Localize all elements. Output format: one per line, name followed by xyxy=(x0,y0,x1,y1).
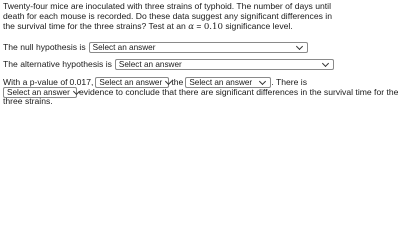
evidence-select-value: Select an answer xyxy=(7,88,70,97)
null-hypothesis-select-value: Select an answer xyxy=(92,43,156,52)
p-value: 0.017 xyxy=(69,77,91,88)
chevron-down-icon xyxy=(322,59,329,66)
the-text: the xyxy=(171,77,184,88)
evidence-text: evidence to conclude that there are significant differences in the survival time for the xyxy=(79,87,398,98)
alpha-symbol: α xyxy=(188,22,194,33)
conclusion-last-line: three strains. xyxy=(3,96,53,106)
question-end: significance level. xyxy=(225,21,293,32)
null-hypothesis-row xyxy=(3,42,308,53)
alt-hypothesis-label: The alternative hypothesis is xyxy=(3,59,112,70)
alt-hypothesis-select-value: Select an answer xyxy=(118,60,182,69)
conclusion-row-2 xyxy=(3,87,398,98)
alt-hypothesis-row xyxy=(3,59,334,70)
decision-select-value: Select an answer xyxy=(99,78,163,87)
chevron-down-icon xyxy=(296,42,303,49)
p-value-prefix: With a p-value of xyxy=(3,77,68,88)
chevron-down-icon xyxy=(259,77,266,84)
null-hypothesis-select[interactable] xyxy=(89,42,308,53)
hypothesis-select-value: Select an answer xyxy=(189,78,253,87)
question-text xyxy=(3,1,345,33)
question-panel xyxy=(0,0,398,106)
conclusion-row-3 xyxy=(3,96,53,106)
p-value-comma: , xyxy=(91,77,94,88)
there-is-text: . There is xyxy=(271,77,308,88)
question-body: Twenty-four mice are inoculated with three strains of typhoid. The number of days until death for each mouse is recorded. Do these data suggest any significant differences in the survival time for the three strains? Test at an xyxy=(3,1,332,32)
null-hypothesis-label: The null hypothesis is xyxy=(3,42,86,53)
alpha-equals: = xyxy=(196,21,202,32)
alt-hypothesis-select[interactable] xyxy=(115,59,334,70)
alpha-value: 0.10 xyxy=(203,22,223,33)
